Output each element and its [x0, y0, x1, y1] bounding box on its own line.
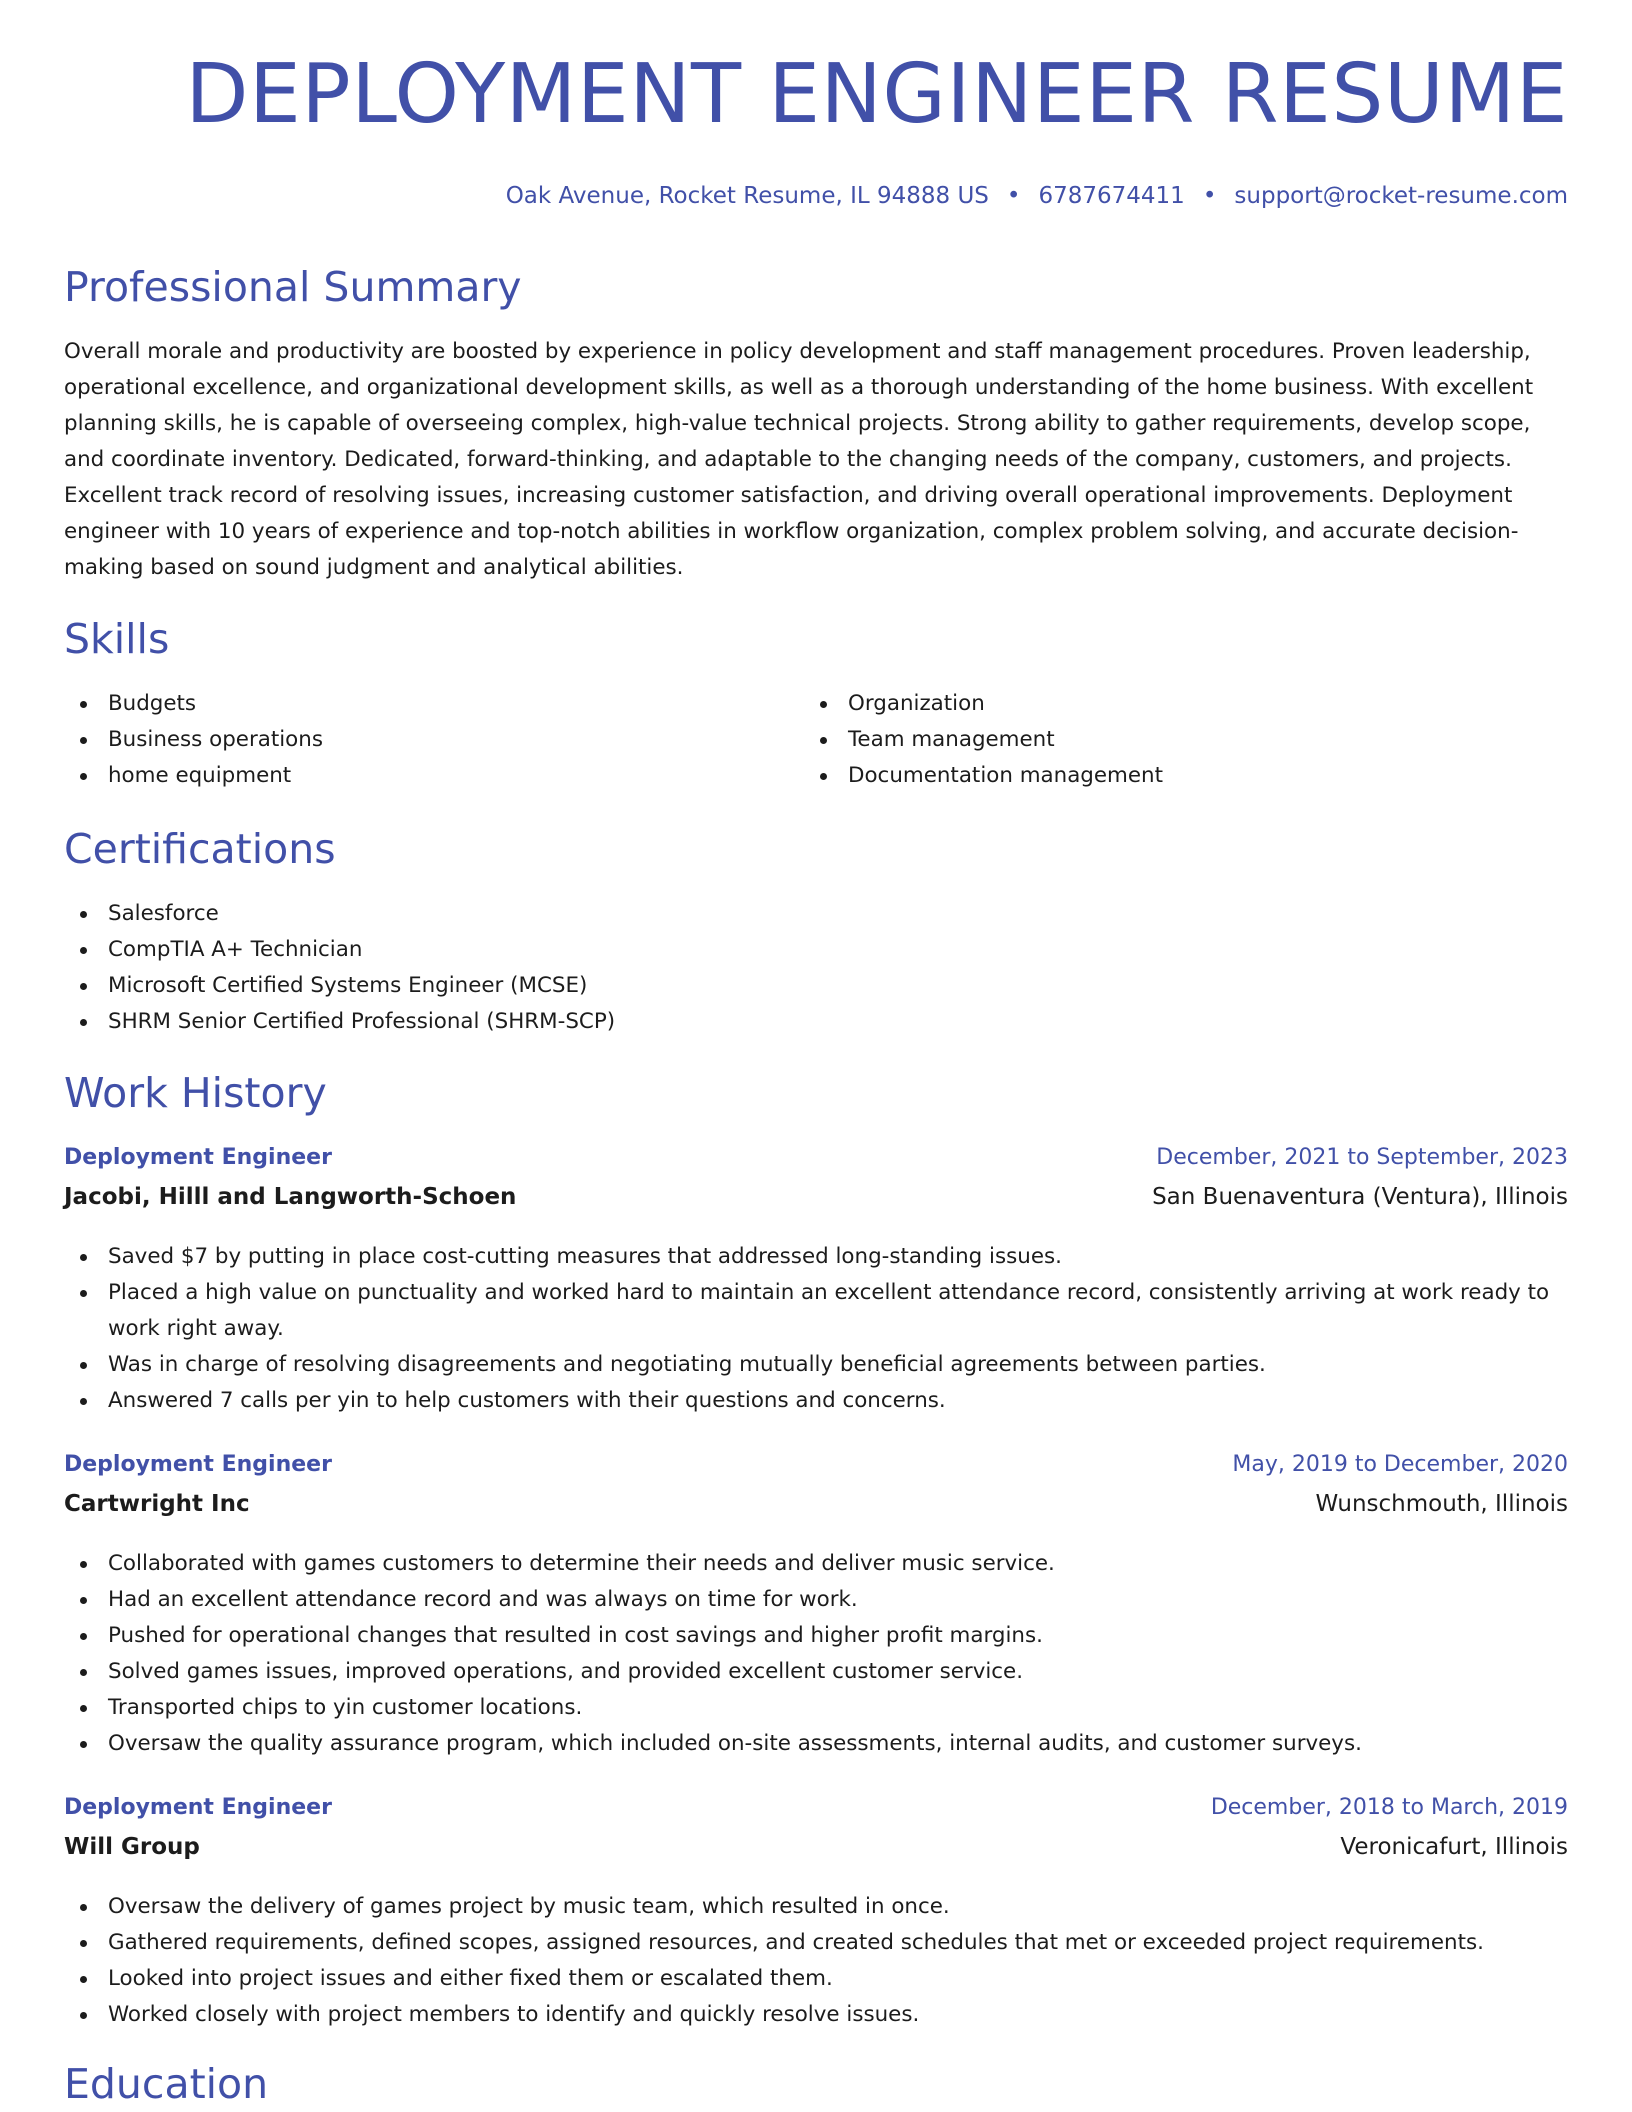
skill-item: Business operations: [64, 722, 764, 758]
job-entry: [64, 1795, 1568, 2027]
skill-item: home equipment: [64, 758, 764, 794]
job-bullets: [64, 1239, 1568, 1419]
job-bullet: Transported chips to yin customer locations.: [64, 1690, 1568, 1726]
certifications-list: [64, 896, 1568, 1040]
skills-heading: Skills: [64, 615, 170, 663]
certification-item: SHRM Senior Certified Professional (SHRM-SCP): [64, 1004, 1568, 1040]
skill-item: Organization: [804, 686, 1564, 722]
certifications-heading: Certifications: [64, 825, 336, 873]
skills-list-right: [804, 686, 1564, 794]
job-dates: May, 2019 to December, 2020: [1232, 1452, 1568, 1477]
job-bullet: Gathered requirements, defined scopes, assigned resources, and created schedules that met or exceeded project requirements.: [64, 1925, 1568, 1961]
certification-item: Microsoft Certified Systems Engineer (MCSE): [64, 968, 1568, 1004]
job-bullet: Oversaw the quality assurance program, which included on-site assessments, internal audits, and customer surveys.: [64, 1726, 1568, 1762]
job-bullet: Oversaw the delivery of games project by music team, which resulted in once.: [64, 1889, 1568, 1925]
skills-list-left: [64, 686, 764, 794]
summary-heading: Professional Summary: [64, 263, 522, 311]
job-company: Cartwright Inc: [64, 1491, 250, 1517]
job-bullet: Looked into project issues and either fixed them or escalated them.: [64, 1961, 1568, 1997]
resume-title: DEPLOYMENT ENGINEER RESUME: [185, 47, 1568, 142]
job-dates: December, 2021 to September, 2023: [1156, 1145, 1568, 1170]
certification-item: CompTIA A+ Technician: [64, 932, 1568, 968]
summary-text: Overall morale and productivity are boosted by experience in policy development and staff management procedures. Proven leadership, operational excellence, and organizational development skills, as well as a thorough understanding of the home business. With excellent planning skills, he is capable of overseeing complex, high-value technical projects. Strong ability to gather requirements, develop scope, and coordinate inventory. Dedicated, forward-thinking, and adaptable to the changing needs of the company, customers, and projects. Excellent track record of resolving issues, increasing customer satisfaction, and driving overall operational improvements. Deployment engineer with 10 years of experience and top-notch abilities in workflow organization, complex problem solving, and accurate decision-making based on sound judgment and analytical abilities.: [64, 339, 1534, 580]
contact-phone[interactable]: 6787674411: [1038, 183, 1185, 209]
contact-separator: •: [1202, 183, 1217, 209]
job-location: Veronicafurt, Illinois: [1340, 1834, 1568, 1860]
contact-line: [506, 183, 1568, 209]
job-bullet: Answered 7 calls per yin to help customers with their questions and concerns.: [64, 1383, 1568, 1419]
contact-separator: •: [1006, 183, 1021, 209]
job-title: Deployment Engineer: [64, 1145, 332, 1170]
job-title: Deployment Engineer: [64, 1795, 332, 1820]
skill-item: Team management: [804, 722, 1564, 758]
job-bullets: [64, 1889, 1568, 2033]
skill-item: Documentation management: [804, 758, 1564, 794]
job-entry: [64, 1145, 1568, 1413]
work-history-heading: Work History: [64, 1069, 327, 1117]
job-location: San Buenaventura (Ventura), Illinois: [1152, 1184, 1568, 1210]
job-company: Jacobi, Hilll and Langworth-Schoen: [64, 1184, 517, 1210]
job-bullet: Solved games issues, improved operations, and provided excellent customer service.: [64, 1654, 1568, 1690]
job-bullets: [64, 1546, 1568, 1762]
job-title: Deployment Engineer: [64, 1452, 332, 1477]
job-company: Will Group: [64, 1834, 200, 1860]
job-location: Wunschmouth, Illinois: [1315, 1491, 1568, 1517]
job-bullet: Pushed for operational changes that resulted in cost savings and higher profit margins.: [64, 1618, 1568, 1654]
job-entry: [64, 1452, 1568, 1756]
job-dates: December, 2018 to March, 2019: [1210, 1795, 1568, 1820]
certification-item: Salesforce: [64, 896, 1568, 932]
job-bullet: Had an excellent attendance record and was always on time for work.: [64, 1582, 1568, 1618]
skill-item: Budgets: [64, 686, 764, 722]
job-bullet: Saved $7 by putting in place cost-cutting measures that addressed long-standing issues.: [64, 1239, 1568, 1275]
job-bullet: Worked closely with project members to identify and quickly resolve issues.: [64, 1997, 1568, 2033]
education-heading: Education: [64, 2060, 269, 2108]
job-bullet: Placed a high value on punctuality and worked hard to maintain an excellent attendance record, consistently arriving at work ready to work right away.: [64, 1275, 1568, 1347]
contact-address: Oak Avenue, Rocket Resume, IL 94888 US: [505, 183, 989, 209]
contact-email[interactable]: support@rocket-resume.com: [1234, 183, 1568, 209]
job-bullet: Collaborated with games customers to determine their needs and deliver music service.: [64, 1546, 1568, 1582]
job-bullet: Was in charge of resolving disagreements and negotiating mutually beneficial agreements between parties.: [64, 1347, 1568, 1383]
